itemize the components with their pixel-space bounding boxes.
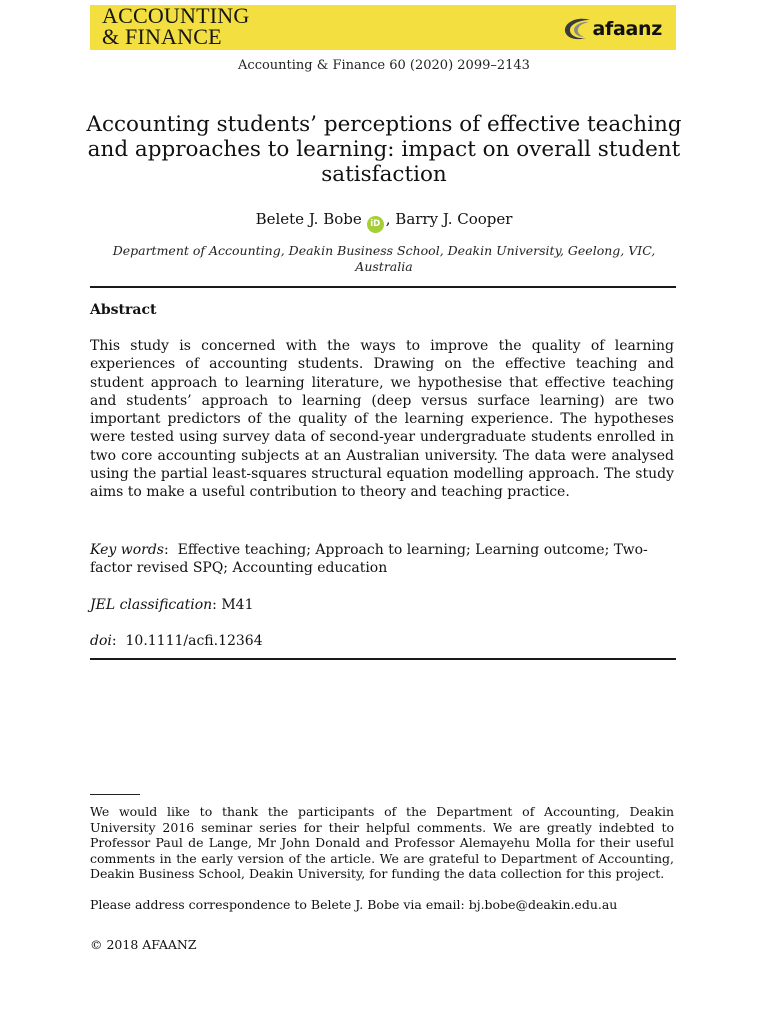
doi-label: doi	[90, 633, 112, 649]
doi: doi: 10.1111/acfi.12364	[90, 633, 263, 649]
journal-name-line1: ACCOUNTING	[102, 3, 250, 28]
author-separator: ,	[385, 210, 396, 228]
doi-link[interactable]: 10.1111/acfi.12364	[125, 633, 263, 649]
author-name: Barry J. Cooper	[395, 210, 513, 228]
journal-banner	[90, 5, 676, 50]
jel-label: JEL classification	[90, 597, 213, 613]
article-title: Accounting students’ perceptions of effective teaching and approaches to learning: impact on overall student satisfaction	[86, 112, 682, 187]
footnote-rule	[90, 794, 140, 795]
author-list	[0, 210, 768, 233]
section-divider-bottom	[90, 658, 676, 660]
keywords: Key words: Effective teaching; Approach to learning; Learning outcome; Two-factor revised SPQ; Accounting education	[90, 542, 648, 577]
afaanz-logo-text: afaanz	[592, 18, 662, 40]
journal-name-line2: & FINANCE	[102, 24, 222, 49]
abstract-heading: Abstract	[90, 302, 157, 318]
jel-classification: JEL classification: M41	[90, 597, 254, 613]
author-affiliation: Department of Accounting, Deakin Business School, Deakin University, Geelong, VIC, Australia	[112, 243, 656, 274]
section-divider-top	[90, 286, 676, 288]
afaanz-logo	[560, 16, 662, 42]
orcid-icon[interactable]: iD	[367, 216, 384, 233]
jel-value: M41	[221, 597, 254, 613]
footnote-acknowledgement: We would like to thank the participants of the Department of Accounting, Deakin University 2016 seminar series for their helpful comments. We are greatly indebted to Professor Paul de Lange, Mr John Donald and Professor Alemayehu Molla for their useful comments in the early version of the article. We are grateful to Department of Accounting, Deakin Business School, Deakin University, for funding the data collection for this project.	[90, 804, 674, 882]
abstract-text: This study is concerned with the ways to improve the quality of learning experiences of accounting students. Drawing on the effective teaching and student approach to learning literature, we hypothesise that effective teaching and students’ approach to learning (deep versus surface learning) are two important predictors of the quality of the learning experience. The hypotheses were tested using survey data of second-year undergraduate students enrolled in two core accounting subjects at an Australian university. The data were analysed using the partial least-squares structural equation modelling approach. The study aims to make a useful contribution to theory and teaching practice.	[90, 338, 674, 501]
copyright: © 2018 AFAANZ	[90, 937, 197, 952]
correspondence-note: Please address correspondence to Belete J. Bobe via email: bj.bobe@deakin.edu.au	[90, 897, 618, 912]
keywords-value: Effective teaching; Approach to learning; Learning outcome; Two-factor revised SPQ; Accounting education	[90, 542, 648, 577]
author-name: Belete J. Bobe	[255, 210, 362, 228]
keywords-label: Key words	[90, 542, 164, 558]
journal-citation: Accounting & Finance 60 (2020) 2099–2143	[238, 58, 530, 73]
journal-name	[102, 5, 249, 47]
